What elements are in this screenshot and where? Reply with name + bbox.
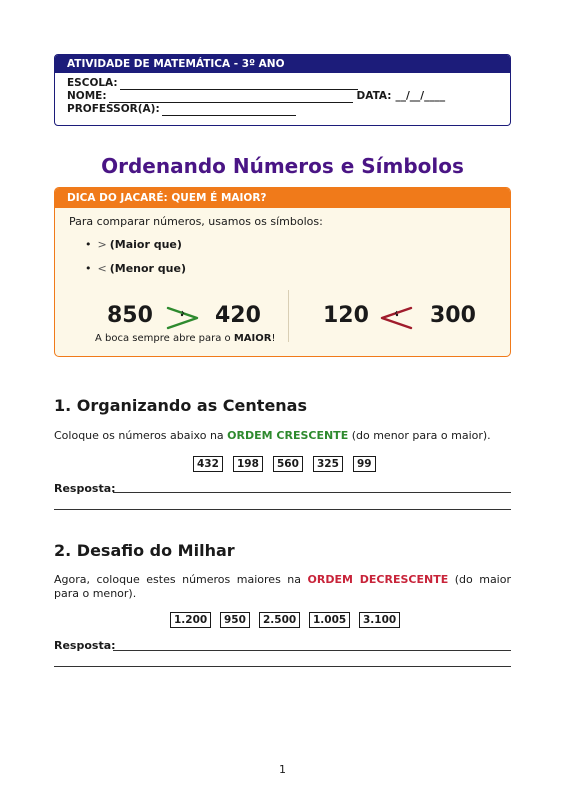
page-number: 1 bbox=[279, 763, 286, 776]
greater-symbol: > bbox=[97, 238, 107, 251]
tip-box bbox=[54, 187, 511, 357]
section1-instruction: Coloque os números abaixo na ORDEM CRESCENTE (do menor para o maior). bbox=[54, 429, 491, 442]
header-box bbox=[54, 54, 511, 126]
bullet-greater: • > (Maior que) bbox=[85, 238, 182, 251]
nome-line bbox=[67, 90, 498, 103]
number-box: 325 bbox=[313, 456, 343, 472]
alligator-less-icon bbox=[378, 305, 414, 331]
data-label: DATA: bbox=[356, 90, 392, 102]
number-box: 198 bbox=[233, 456, 263, 472]
page-title: Ordenando Números e Símbolos bbox=[101, 154, 464, 178]
professor-line bbox=[67, 103, 498, 116]
section2-instruction: Agora, coloque estes números maiores na ORDEM DECRESCENTE (do maior para o menor). bbox=[54, 573, 511, 600]
data-field[interactable]: __/__/____ bbox=[395, 90, 446, 102]
escola-line bbox=[67, 77, 498, 90]
tip-intro: Para comparar números, usamos os símbolos: bbox=[69, 215, 323, 228]
alligator-greater-icon bbox=[165, 305, 201, 331]
section1-answer-line2[interactable] bbox=[54, 509, 511, 510]
bullet-less: • < (Menor que) bbox=[85, 262, 186, 275]
number-box: 1.200 bbox=[170, 612, 211, 628]
escola-field[interactable] bbox=[120, 79, 358, 90]
activity-title: ATIVIDADE DE MATEMÁTICA - 3º ANO bbox=[55, 55, 510, 73]
section2-answer-label: Resposta: bbox=[54, 639, 116, 652]
tip-caption: A boca sempre abre para o MAIOR! bbox=[95, 333, 276, 344]
nome-field[interactable] bbox=[109, 92, 353, 103]
example2-left: 120 bbox=[323, 303, 369, 328]
section1-answer-label: Resposta: bbox=[54, 482, 116, 495]
section1-title: 1. Organizando as Centenas bbox=[54, 396, 307, 415]
example1-right: 420 bbox=[215, 303, 261, 328]
tip-title: DICA DO JACARÉ: QUEM É MAIOR? bbox=[55, 188, 510, 208]
example2-right: 300 bbox=[430, 303, 476, 328]
nome-label: NOME: bbox=[67, 90, 107, 102]
professor-label: PROFESSOR(A): bbox=[67, 103, 160, 115]
less-symbol: < bbox=[97, 262, 107, 275]
number-box: 950 bbox=[220, 612, 250, 628]
number-box: 99 bbox=[353, 456, 376, 472]
number-box: 560 bbox=[273, 456, 303, 472]
section1-answer-line[interactable] bbox=[113, 492, 511, 493]
section2-answer-line2[interactable] bbox=[54, 666, 511, 667]
example-divider bbox=[288, 290, 289, 342]
number-box: 3.100 bbox=[359, 612, 400, 628]
example1-left: 850 bbox=[107, 303, 153, 328]
escola-label: ESCOLA: bbox=[67, 77, 118, 89]
number-box: 1.005 bbox=[309, 612, 350, 628]
professor-field[interactable] bbox=[162, 105, 296, 116]
number-box: 2.500 bbox=[259, 612, 300, 628]
section2-answer-line[interactable] bbox=[113, 650, 511, 651]
number-box: 432 bbox=[193, 456, 223, 472]
section2-title: 2. Desafio do Milhar bbox=[54, 541, 235, 560]
